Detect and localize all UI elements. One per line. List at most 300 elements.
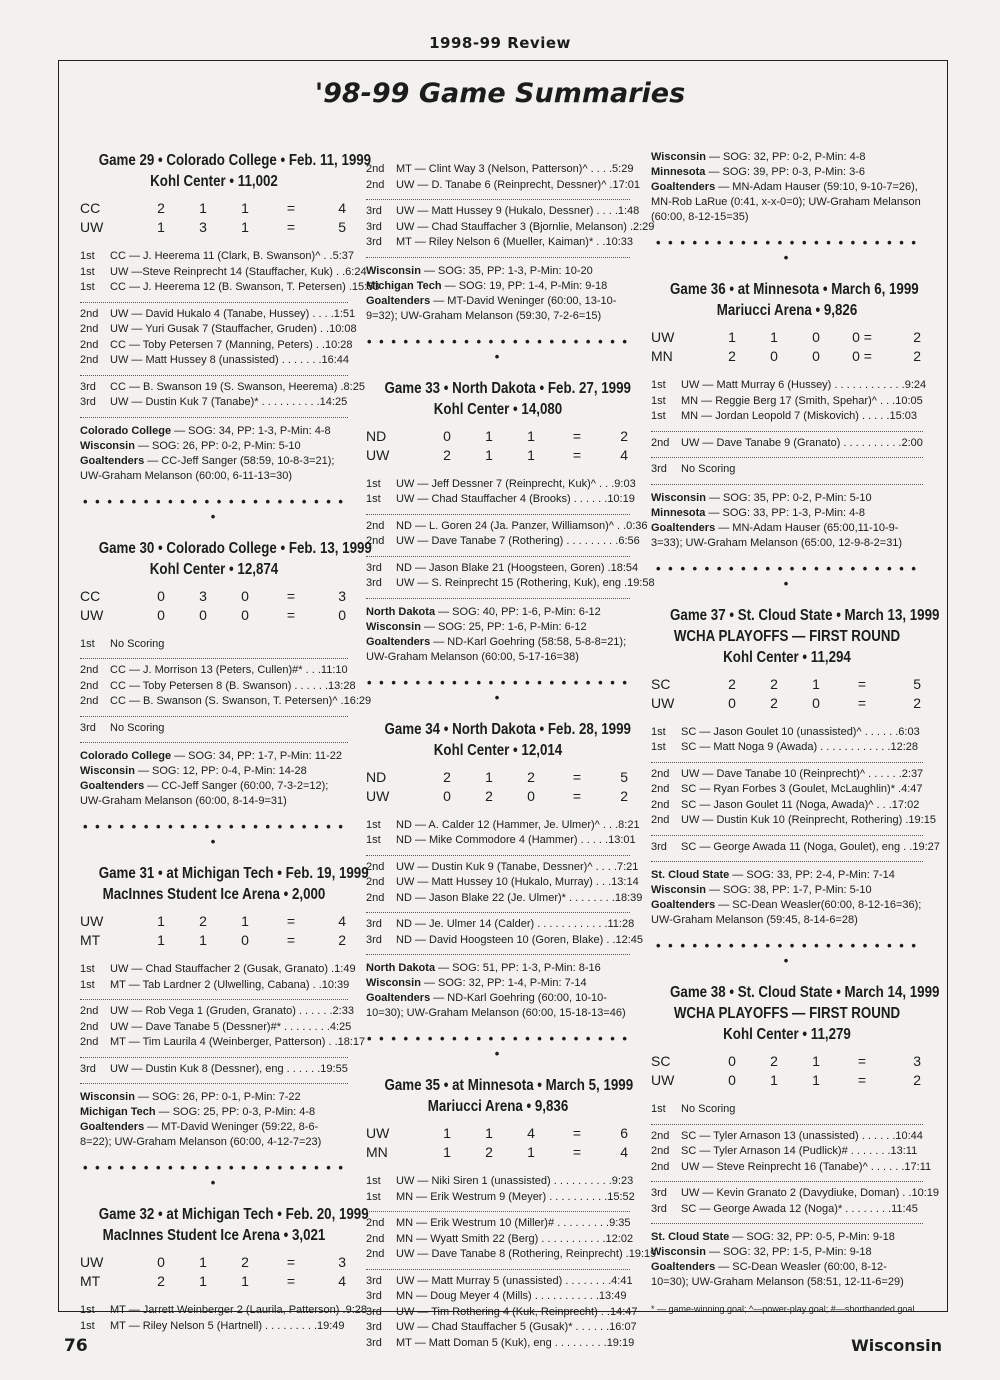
- final-score: 5: [913, 675, 921, 692]
- score-row: [80, 1253, 348, 1272]
- stat-line: [651, 180, 923, 225]
- scoring-line: [366, 891, 643, 907]
- score-row: [651, 328, 923, 347]
- scoring-line: [366, 235, 633, 251]
- scoring-detail: CC — Toby Petersen 7 (Manning, Peters) . .10:28: [110, 338, 353, 351]
- scoring-line: [366, 534, 640, 550]
- stat-values: — SC-Dean Weasler (60:00, 8-12-10=30); UW-Graham Melanson (58:51, 12-11-6=29): [651, 1261, 904, 1288]
- stat-line: [80, 779, 348, 809]
- period-label: 2nd: [366, 178, 385, 191]
- stat-values: — SOG: 34, PP: 1-7, P-Min: 11-22: [174, 750, 343, 762]
- game-heading: Game 31 • at Michigan Tech • Feb. 19, 1999: [98, 865, 369, 882]
- stat-line: [651, 1260, 923, 1290]
- period-score: 2: [485, 787, 493, 804]
- scoring-line: [366, 1289, 630, 1305]
- period-score: 0: [241, 587, 249, 604]
- stat-team: Wisconsin: [651, 884, 706, 896]
- period-label: 2nd: [80, 695, 99, 707]
- stat-line: [651, 1230, 923, 1245]
- period-block: [80, 633, 348, 653]
- period-label: 2nd: [651, 1129, 670, 1142]
- scoring-detail: UW — Dave Tanabe 8 (Rothering, Reinprecht) .19:19: [396, 1248, 657, 1260]
- stat-line: [366, 620, 630, 635]
- stat-line: [651, 150, 923, 165]
- scoring-detail: UW — Chad Stauffacher 2 (Gusak, Granato) .1:49: [110, 963, 356, 975]
- period-label: 3rd: [366, 577, 382, 589]
- period-score: 2: [770, 675, 778, 692]
- scoring-line: [651, 1129, 923, 1145]
- period-score: 1: [199, 1254, 207, 1270]
- scoring-line: [366, 1336, 635, 1352]
- period-label: 3rd: [651, 840, 667, 853]
- scoring-detail: SC — George Awada 12 (Noga)* . . . . . . . .11:45: [681, 1202, 918, 1215]
- team-abbr: UW: [80, 219, 104, 235]
- period-score: 2: [527, 768, 535, 785]
- scoring-detail: UW —Steve Reinprecht 14 (Stauffacher, Kuk) . .6:24: [110, 265, 367, 278]
- scoring-detail: UW — Chad Stauffacher 3 (Bjornlie, Melanson) .2:29: [396, 220, 655, 233]
- scoring-line: [366, 492, 635, 508]
- equals-sign: =: [572, 787, 582, 804]
- section-separator: • • • • • • • • • • • • • • • • • • • • • • •: [83, 819, 345, 849]
- stat-team: Goaltenders: [651, 521, 716, 534]
- final-score: 2: [620, 787, 628, 804]
- stat-values: — MT-David Weninger (59:22, 8-6-8=22); UW-Graham Melanson (60:00, 4-12-7=23): [80, 1121, 322, 1148]
- scoring-line: [651, 462, 923, 478]
- stat-team: St. Cloud State: [651, 869, 730, 881]
- period-score: 4: [527, 1125, 535, 1141]
- period-block: [80, 1057, 348, 1078]
- scoring-detail: MT — Jarrett Weinberger 2 (Laurila, Patterson) .9:28: [110, 1304, 367, 1316]
- scoring-detail: UW — Tim Rothering 4 (Kuk, Reinprecht) . .14:47: [396, 1305, 638, 1318]
- period-score: 1: [485, 768, 493, 785]
- equals-sign: =: [572, 1144, 582, 1160]
- period-score: 0: [157, 587, 165, 604]
- period-score: 2: [157, 200, 165, 216]
- period-label: 2nd: [80, 323, 99, 335]
- section-separator: • • • • • • • • • • • • • • • • • • • • • • •: [83, 1160, 345, 1190]
- period-label: 1st: [80, 963, 95, 975]
- stat-values: — SOG: 33, PP: 1-3, P-Min: 4-8: [708, 506, 865, 519]
- stat-line: [80, 439, 348, 454]
- final-score: 2: [913, 1072, 921, 1088]
- period-block: [366, 514, 648, 550]
- stat-team: Colorado College: [80, 750, 172, 762]
- scoring-line: [366, 1216, 630, 1232]
- scoring-line: [651, 740, 923, 756]
- stat-values: — SOG: 26, PP: 0-2, P-Min: 5-10: [137, 439, 301, 452]
- period-score: 1: [157, 913, 165, 929]
- stat-line: [366, 605, 630, 620]
- team-abbr: UW: [366, 446, 390, 463]
- equals-sign: =: [286, 587, 296, 604]
- period-score: 2: [241, 1254, 249, 1270]
- scoring-line: [80, 1020, 352, 1036]
- scoring-line: [366, 933, 644, 949]
- stat-values: — SOG: 34, PP: 1-3, P-Min: 4-8: [174, 424, 331, 437]
- team-abbr: ND: [366, 427, 387, 444]
- stat-team: Wisconsin: [80, 439, 135, 452]
- period-score: 2: [728, 675, 736, 692]
- scoring-line: [366, 818, 640, 834]
- period-label: 3rd: [366, 205, 382, 217]
- period-block: [651, 1098, 923, 1118]
- score-row: [651, 347, 923, 366]
- stat-line: [651, 165, 923, 180]
- score-row: [651, 1052, 923, 1071]
- final-score: 2: [913, 694, 921, 711]
- score-row: [80, 912, 348, 931]
- stat-team: Goaltenders: [651, 181, 716, 193]
- stat-line: [80, 1120, 348, 1150]
- scoring-line: [651, 840, 940, 856]
- final-score: 2: [620, 427, 628, 444]
- game-summary: [651, 982, 940, 1290]
- scoring-detail: UW — Dave Tanabe 7 (Rothering) . . . . . . . . .6:56: [396, 535, 640, 547]
- scoring-line: [651, 409, 923, 425]
- period-label: 3rd: [651, 1187, 667, 1199]
- period-score: 1: [241, 200, 249, 216]
- game-heading: Kohl Center • 12,014: [433, 741, 563, 759]
- equals-sign: =: [286, 1254, 296, 1270]
- period-score: 0: [728, 1072, 736, 1088]
- period-label: 1st: [366, 1190, 381, 1203]
- period-block: [366, 1269, 638, 1352]
- stat-line: [80, 424, 348, 439]
- period-label: 1st: [651, 725, 666, 738]
- period-label: 2nd: [651, 436, 670, 449]
- team-abbr: SC: [651, 1053, 671, 1069]
- period-score: 2: [485, 1144, 493, 1160]
- scoring-line: [80, 249, 354, 265]
- period-score: 2: [443, 768, 451, 785]
- equals-sign: 0 =: [852, 329, 872, 345]
- period-score: 1: [157, 219, 165, 235]
- section-separator: • • • • • • • • • • • • • • • • • • • • • • •: [83, 493, 345, 524]
- period-score: 2: [199, 913, 207, 929]
- scoring-line: [80, 307, 356, 323]
- period-score: 1: [485, 427, 493, 444]
- game-stats: [80, 742, 348, 809]
- game-heading: Game 33 • North Dakota • Feb. 27, 1999: [384, 379, 631, 397]
- period-block: [80, 245, 380, 296]
- scoring-detail: MN — Jordan Leopold 7 (Miskovich) . . . . .15:03: [681, 410, 917, 422]
- scoreboard: [366, 768, 630, 806]
- game-summary: [366, 1075, 657, 1351]
- period-label: 3rd: [651, 1202, 667, 1215]
- stat-team: Goaltenders: [80, 780, 145, 792]
- stat-team: Colorado College: [80, 424, 172, 437]
- equals-sign: =: [286, 200, 296, 216]
- column-2: [366, 150, 657, 1361]
- period-block: [651, 1181, 939, 1217]
- team-abbr: MN: [651, 348, 673, 364]
- stat-values: — SOG: 32, PP: 1-5, P-Min: 9-18: [708, 1246, 872, 1258]
- game-heading: Kohl Center • 11,279: [723, 1026, 851, 1043]
- scoring-detail: UW — David Hukalo 4 (Tanabe, Hussey) . . . .1:51: [110, 307, 356, 320]
- scoring-detail: ND — Mike Commodore 4 (Hammer) . . . . .13:01: [396, 834, 636, 846]
- scoring-detail: MT — Matt Doman 5 (Kuk), eng . . . . . . . . .19:19: [396, 1336, 635, 1349]
- stat-values: — MT-David Weninger (60:00, 13-10-9=32); UW-Graham Melanson (59:30, 7-2-6=15): [366, 294, 617, 322]
- period-score: 1: [485, 446, 493, 463]
- stat-team: Goaltenders: [651, 899, 716, 911]
- stat-team: Goaltenders: [80, 1121, 145, 1133]
- period-label: 2nd: [651, 798, 670, 811]
- stat-line: [651, 883, 923, 898]
- period-label: 3rd: [366, 1274, 382, 1287]
- stat-values: — SOG: 19, PP: 1-4, P-Min: 9-18: [444, 279, 608, 292]
- equals-sign: =: [286, 219, 296, 235]
- period-label: 1st: [651, 410, 666, 422]
- period-label: 1st: [366, 477, 381, 490]
- final-score: 5: [338, 219, 346, 235]
- scoring-detail: No Scoring: [110, 721, 165, 734]
- scoring-detail: ND — A. Calder 12 (Hammer, Je. Ulmer)^ . . .8:21: [396, 818, 640, 831]
- scoreboard: [366, 427, 630, 465]
- equals-sign: =: [857, 1053, 867, 1069]
- scoring-detail: UW — Dustin Kuk 9 (Tanabe, Dessner)^ . . . .7:21: [396, 860, 639, 873]
- score-row: [366, 787, 630, 806]
- period-score: 0: [443, 787, 451, 804]
- stat-team: Minnesota: [651, 506, 706, 519]
- team-abbr: MT: [80, 932, 101, 948]
- stat-values: — SOG: 35, PP: 1-3, P-Min: 10-20: [423, 264, 593, 277]
- game-heading: Kohl Center • 11,294: [723, 648, 851, 666]
- team-abbr: UW: [80, 606, 104, 623]
- scoring-line: [366, 1174, 634, 1190]
- period-label: 1st: [651, 394, 666, 407]
- period-label: 2nd: [651, 767, 670, 780]
- period-label: 2nd: [80, 679, 99, 692]
- team-abbr: ND: [366, 768, 387, 785]
- scoring-line: [366, 162, 634, 178]
- scoring-detail: UW — Dustin Kuk 10 (Reinprecht, Rothering) .19:15: [681, 814, 936, 826]
- final-score: 4: [338, 913, 346, 929]
- scoring-line: [651, 1160, 932, 1176]
- period-score: 0: [728, 694, 736, 711]
- scoring-detail: UW — Dave Tanabe 5 (Dessner)#* . . . . . . . .4:25: [110, 1020, 352, 1033]
- scoring-line: [366, 1190, 635, 1206]
- period-block: [80, 658, 372, 710]
- period-label: 1st: [80, 978, 95, 991]
- game-stats: [366, 598, 630, 665]
- period-label: 2nd: [651, 814, 670, 826]
- period-score: 0: [199, 606, 207, 623]
- period-block: [80, 1299, 367, 1334]
- equals-sign: =: [572, 427, 582, 444]
- score-row: [366, 1124, 630, 1143]
- column-3: [651, 150, 940, 1314]
- game-heading: Game 29 • Colorado College • Feb. 11, 1999: [98, 152, 372, 169]
- game-heading: Game 37 • St. Cloud State • March 13, 1999: [670, 606, 940, 624]
- team-abbr: MN: [366, 1144, 388, 1160]
- scoring-line: [651, 798, 923, 814]
- period-score: 1: [199, 1273, 207, 1289]
- scoring-line: [651, 394, 923, 410]
- scoring-detail: ND — L. Goren 24 (Ja. Panzer, Williamson)^ . .0:36: [396, 519, 648, 532]
- period-block: [366, 158, 641, 193]
- game-heading: Kohl Center • 12,874: [149, 560, 279, 578]
- scoring-line: [80, 280, 380, 296]
- scoring-detail: MT — Tab Lardner 2 (Ulwelling, Cabana) . .10:39: [110, 978, 350, 991]
- period-label: 1st: [651, 1103, 666, 1115]
- period-block: [80, 958, 356, 993]
- team-abbr: CC: [80, 587, 101, 604]
- scoring-detail: UW — D. Tanabe 6 (Reinprecht, Dessner)^ .17:01: [396, 178, 641, 191]
- scoring-detail: UW — Matt Hussey 10 (Hukalo, Murray) . . .13:14: [396, 876, 639, 888]
- stat-team: Goaltenders: [366, 294, 431, 307]
- scoring-line: [366, 1320, 637, 1336]
- period-score: 0: [241, 606, 249, 623]
- period-label: 1st: [80, 250, 95, 262]
- period-label: 3rd: [366, 1290, 382, 1302]
- stat-line: [366, 279, 630, 294]
- period-label: 2nd: [366, 1232, 385, 1245]
- scoreboard: [651, 1052, 923, 1090]
- stat-team: Wisconsin: [80, 1091, 135, 1103]
- team-abbr: UW: [366, 1125, 390, 1141]
- stat-values: — CC-Jeff Sanger (58:59, 10-8-3=21); UW-Graham Melanson (60:00, 6-11-13=30): [80, 454, 335, 482]
- stat-line: [651, 491, 923, 506]
- game-heading: WCHA PLAYOFFS — FIRST ROUND: [673, 1005, 901, 1022]
- score-row: [651, 675, 923, 694]
- scoring-line: [366, 477, 636, 493]
- period-score: 2: [728, 348, 736, 364]
- period-score: 1: [241, 913, 249, 929]
- scoring-line: [80, 1303, 367, 1319]
- scoring-line: [80, 395, 348, 411]
- scoring-line: [651, 378, 927, 394]
- scoring-detail: UW — Niki Siren 1 (unassisted) . . . . . . . . . .9:23: [396, 1175, 634, 1187]
- period-label: 2nd: [366, 535, 385, 547]
- period-label: 1st: [80, 1304, 95, 1316]
- scoring-detail: ND — Jason Blake 22 (Je. Ulmer)* . . . . . . . .18:39: [396, 891, 643, 904]
- equals-sign: =: [572, 446, 582, 463]
- stat-line: [651, 898, 923, 928]
- equals-sign: =: [857, 1072, 867, 1088]
- equals-sign: =: [286, 606, 296, 623]
- stat-line: [80, 1105, 348, 1120]
- final-score: 4: [338, 200, 346, 216]
- period-score: 0: [812, 329, 820, 345]
- stat-line: [80, 454, 348, 484]
- scoring-line: [366, 833, 636, 849]
- score-row: [80, 606, 348, 625]
- stat-line: [366, 264, 630, 279]
- final-score: 4: [620, 1144, 628, 1160]
- scoring-detail: UW — Yuri Gusak 7 (Stauffacher, Gruden) . .10:08: [110, 323, 357, 335]
- game-stats: [80, 1083, 348, 1150]
- scoring-line: [80, 1035, 366, 1051]
- score-row: [80, 218, 348, 237]
- period-block: [366, 1211, 657, 1263]
- game-heading: Game 34 • North Dakota • Feb. 28, 1999: [384, 720, 631, 738]
- game-stats: [366, 954, 630, 1021]
- score-row: [366, 427, 630, 446]
- period-label: 3rd: [80, 1062, 96, 1075]
- scoring-line: [80, 721, 348, 737]
- period-score: 0: [812, 694, 820, 711]
- equals-sign: =: [286, 1273, 296, 1289]
- period-label: 2nd: [651, 783, 670, 795]
- game-summary: [80, 1204, 369, 1334]
- stat-team: Minnesota: [651, 166, 706, 178]
- period-label: 3rd: [366, 1321, 382, 1333]
- stat-values: — SOG: 39, PP: 0-3, P-Min: 3-6: [708, 166, 865, 178]
- scoring-line: [366, 576, 655, 592]
- period-score: 2: [157, 1273, 165, 1289]
- stat-team: North Dakota: [366, 962, 436, 974]
- period-block: [366, 814, 640, 849]
- scoring-line: [651, 1102, 923, 1118]
- score-row: [366, 1143, 630, 1162]
- period-label: 2nd: [651, 1160, 670, 1173]
- stat-team: Wisconsin: [366, 620, 421, 633]
- scoring-line: [651, 767, 923, 783]
- stat-line: [651, 1245, 923, 1260]
- period-score: 0: [443, 427, 451, 444]
- period-label: 3rd: [80, 396, 96, 408]
- period-score: 1: [527, 427, 535, 444]
- scoreboard: [651, 675, 923, 713]
- page-number: 76: [64, 1336, 88, 1356]
- stat-team: Goaltenders: [366, 992, 431, 1004]
- stat-team: Wisconsin: [651, 491, 706, 504]
- game-heading: Game 32 • at Michigan Tech • Feb. 20, 1999: [98, 1206, 369, 1223]
- period-score: 0: [812, 348, 820, 364]
- period-label: 2nd: [80, 1005, 99, 1017]
- scoring-line: [366, 204, 640, 220]
- team-abbr: UW: [366, 787, 390, 804]
- period-label: 2nd: [366, 1248, 385, 1260]
- period-block: [651, 835, 940, 856]
- stat-values: — SOG: 40, PP: 1-6, P-Min: 6-12: [438, 605, 601, 618]
- scoreboard: [651, 328, 923, 366]
- scoring-line: [80, 353, 348, 369]
- period-score: 3: [199, 587, 207, 604]
- scoring-detail: MN — Wyatt Smith 22 (Berg) . . . . . . . . . . .12:02: [396, 1232, 634, 1245]
- score-row: [366, 768, 630, 787]
- period-label: 2nd: [366, 1217, 385, 1229]
- game-stats: [651, 1223, 923, 1290]
- stat-values: — SOG: 33, PP: 2-4, P-Min: 7-14: [732, 869, 895, 881]
- stat-team: Michigan Tech: [80, 1106, 156, 1118]
- scoring-detail: UW — Dave Tanabe 10 (Reinprecht)^ . . . . . .2:37: [681, 767, 924, 780]
- scoring-line: [80, 637, 348, 653]
- scoring-detail: MN — Erik Westrum 9 (Meyer) . . . . . . . . . .15:52: [396, 1190, 635, 1203]
- scoring-line: [366, 1232, 634, 1248]
- final-score: 3: [338, 1254, 346, 1270]
- stat-team: Goaltenders: [651, 1261, 716, 1273]
- period-label: 1st: [80, 1319, 95, 1332]
- period-label: 3rd: [366, 561, 382, 574]
- final-score: 4: [620, 446, 628, 463]
- scoring-line: [366, 1274, 633, 1290]
- scoring-detail: MT — Clint Way 3 (Nelson, Patterson)^ . . . .5:29: [396, 163, 634, 175]
- period-score: 1: [812, 675, 820, 692]
- team-abbr: UW: [651, 329, 675, 345]
- period-score: 0: [157, 606, 165, 623]
- scoring-detail: MN — Doug Meyer 4 (Mills) . . . . . . . . . . .13:49: [396, 1290, 627, 1302]
- stat-line: [80, 749, 348, 764]
- stat-values: — MN-Adam Hauser (65:00,11-10-9-3=33); UW-Graham Melanson (65:00, 12-9-8-2=31): [651, 521, 903, 549]
- scoreboard: [366, 1124, 630, 1162]
- scoring-detail: ND — David Hoogsteen 10 (Goren, Blake) . .12:45: [396, 933, 644, 946]
- stat-values: — MN-Adam Hauser (59:10, 9-10-7=26), MN-Rob LaRue (0:41, x-x-0=0); UW-Graham Melanson (60:00, 8-12-15=35): [651, 181, 921, 223]
- scoring-line: [80, 694, 372, 710]
- stat-line: [651, 521, 923, 551]
- score-row: [80, 931, 348, 950]
- scoring-detail: MT — Riley Nelson 6 (Mueller, Kaiman)* . .10:33: [396, 236, 633, 248]
